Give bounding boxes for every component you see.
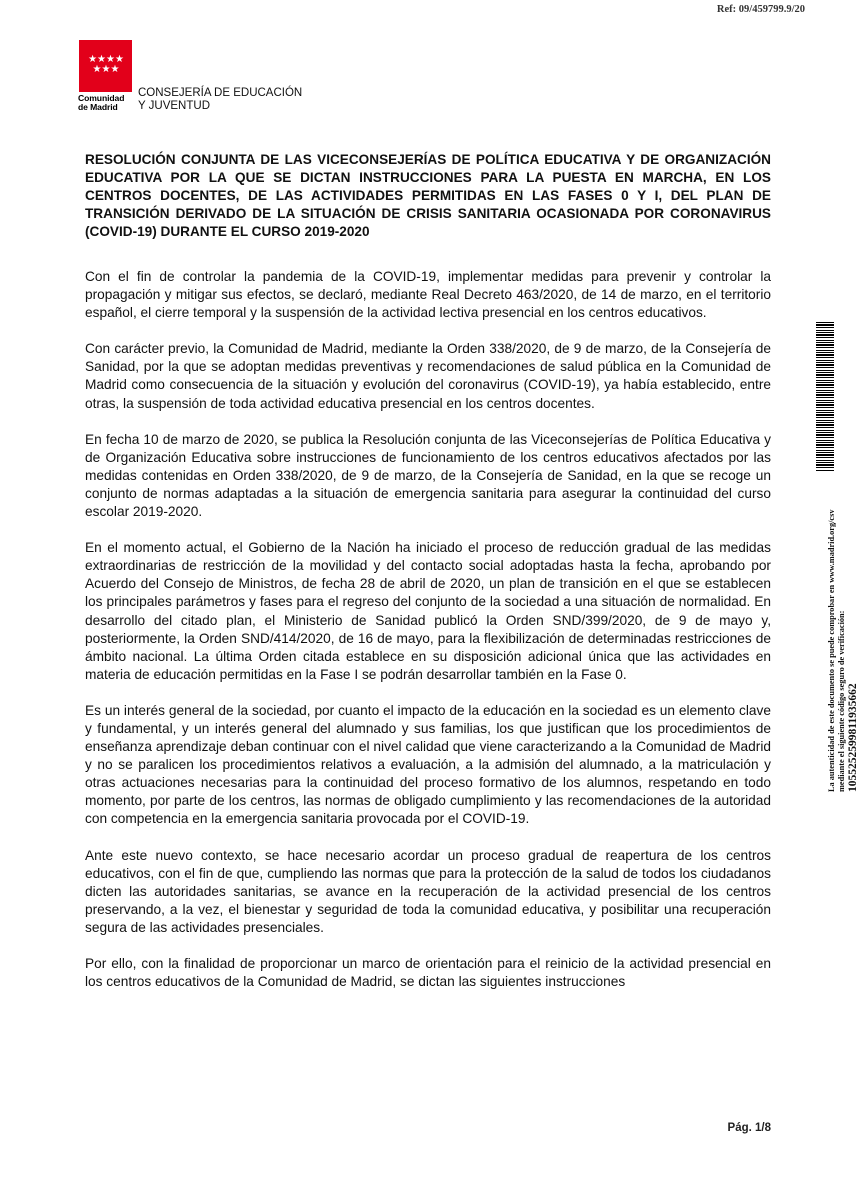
logo-line: Comunidad — [78, 93, 125, 103]
logo-line: de Madrid — [78, 102, 118, 112]
verification-margin — [800, 322, 859, 792]
barcode-icon — [816, 322, 834, 472]
document-body — [85, 151, 771, 1009]
department-name — [138, 87, 302, 113]
department-line: Y JUVENTUD — [138, 100, 210, 112]
verification-text — [827, 452, 860, 792]
paragraph: En el momento actual, el Gobierno de la Nación ha iniciado el proceso de reducción gradual de las medidas extraordinarias de restricción de la movilidad y del contacto social adoptadas hasta la fecha, aprobando por Acuerdo del Consejo de Ministros, de fecha 28 de abril de 2020, un plan de transición en el que se establecen los principales parámetros y fases para el regreso del conjunto de la sociedad a una situación de normalidad. En desarrollo del citado plan, el Ministerio de Sanidad publicó la Orden SND/399/2020, de 9 de mayo y, posteriormente, la Orden SND/414/2020, de 16 de mayo, para la flexibilización de determinadas restricciones de ámbito nacional. La última Orden citada establece en su disposición adicional única que las actividades en materia de educación permitidas en la Fase I se podrán desarrollar también en la Fase 0. — [85, 540, 771, 682]
comunidad-madrid-logo — [79, 40, 132, 92]
department-line: CONSEJERÍA DE EDUCACIÓN — [138, 87, 303, 99]
document-title: RESOLUCIÓN CONJUNTA DE LAS VICECONSEJERÍAS DE POLÍTICA EDUCATIVA Y DE ORGANIZACIÓN EDUCATIVA POR LA QUE SE DICTAN INSTRUCCIONES PARA LA PUESTA EN MARCHA, EN LOS CENTROS DOCENTES, DE LAS ACTIVIDADES PERMITIDAS EN LAS FASES 0 Y I, DEL PLAN DE TRANSICIÓN DERIVADO DE LA SITUACIÓN DE CRISIS SANITARIA OCASIONADA POR CORONAVIRUS (COVID-19) DURANTE EL CURSO 2019-2020 — [85, 152, 771, 239]
paragraph: Por ello, con la finalidad de proporcionar un marco de orientación para el reinicio de la actividad presencial en los centros educativos de la Comunidad de Madrid, se dictan las siguientes instrucciones — [85, 956, 771, 990]
paragraph: En fecha 10 de marzo de 2020, se publica la Resolución conjunta de las Viceconsejerías de Política Educativa y de Organización Educativa sobre instrucciones de funcionamiento de los centros educativos afectados por las medidas contenidas en Orden 338/2020, de 9 de marzo, de la Consejería de Sanidad, en la que se recoge un conjunto de normas adaptadas a la situación de emergencia sanitaria para asegurar la continuidad del curso escolar 2019-2020. — [85, 431, 771, 520]
paragraph: Ante este nuevo contexto, se hace necesario acordar un proceso gradual de reapertura de los centros educativos, con el fin de que, cumpliendo las normas que para la protección de la salud de todos los ciudadanos dicten las autoridades sanitarias, se avance en la recuperación de la actividad presencial de los centros preservando, a la vez, el bienestar y seguridad de toda la comunidad educativa, y posibilitar una recuperación segura de las actividades presenciales. — [85, 847, 771, 935]
logo-stars: ★★★★ ★★★ — [88, 54, 124, 75]
paragraph: Es un interés general de la sociedad, por cuanto el impacto de la educación en la sociedad es un elemento clave y fundamental, y un interés general del alumnado y sus familias, los que justifican que los procedimientos de enseñanza aprendizaje deban continuar con el nivel calidad que viene caracterizando a la Comunidad de Madrid y no se paralicen los procedimientos relativos a evaluación, a la admisión del alumnado, a la matriculación y otras actuaciones necesarias para la continuidad del proceso formativo de los alumnos, respetando en todo momento, por parte de los centros, las normas de obligado cumplimiento y las recomendaciones de la autoridad con competencia en la emergencia sanitaria provocada por el COVID-19. — [85, 702, 771, 827]
paragraph: Con el fin de controlar la pandemia de la COVID-19, implementar medidas para prevenir y controlar la propagación y mitigar sus efectos, se declaró, mediante Real Decreto 463/2020, de 14 de marzo, en el territorio español, el cierre temporal y la suspensión de la actividad lectiva presencial en los centros educativos. — [85, 269, 771, 321]
verification-line: mediante el siguiente código seguro de verificación: — [837, 610, 846, 792]
reference-number: Ref: 09/459799.9/20 — [716, 4, 805, 15]
logo-wordmark — [78, 94, 124, 112]
page-number: Pág. 1/8 — [727, 1122, 771, 1134]
verification-code: 1055252599811935662 — [847, 683, 859, 792]
paragraph: Con carácter previo, la Comunidad de Madrid, mediante la Orden 338/2020, de 9 de marzo, de la Consejería de Sanidad, por la que se adoptan medidas preventivas y recomendaciones de salud pública en la Comunidad de Madrid como consecuencia de la situación y evolución del coronavirus (COVID-19), ya había establecido, entre otras, la suspensión de toda actividad educativa presencial en los centros docentes. — [85, 341, 771, 411]
verification-line: La autenticidad de este documento se puede comprobar en www.madrid.org/csv — [827, 509, 836, 792]
